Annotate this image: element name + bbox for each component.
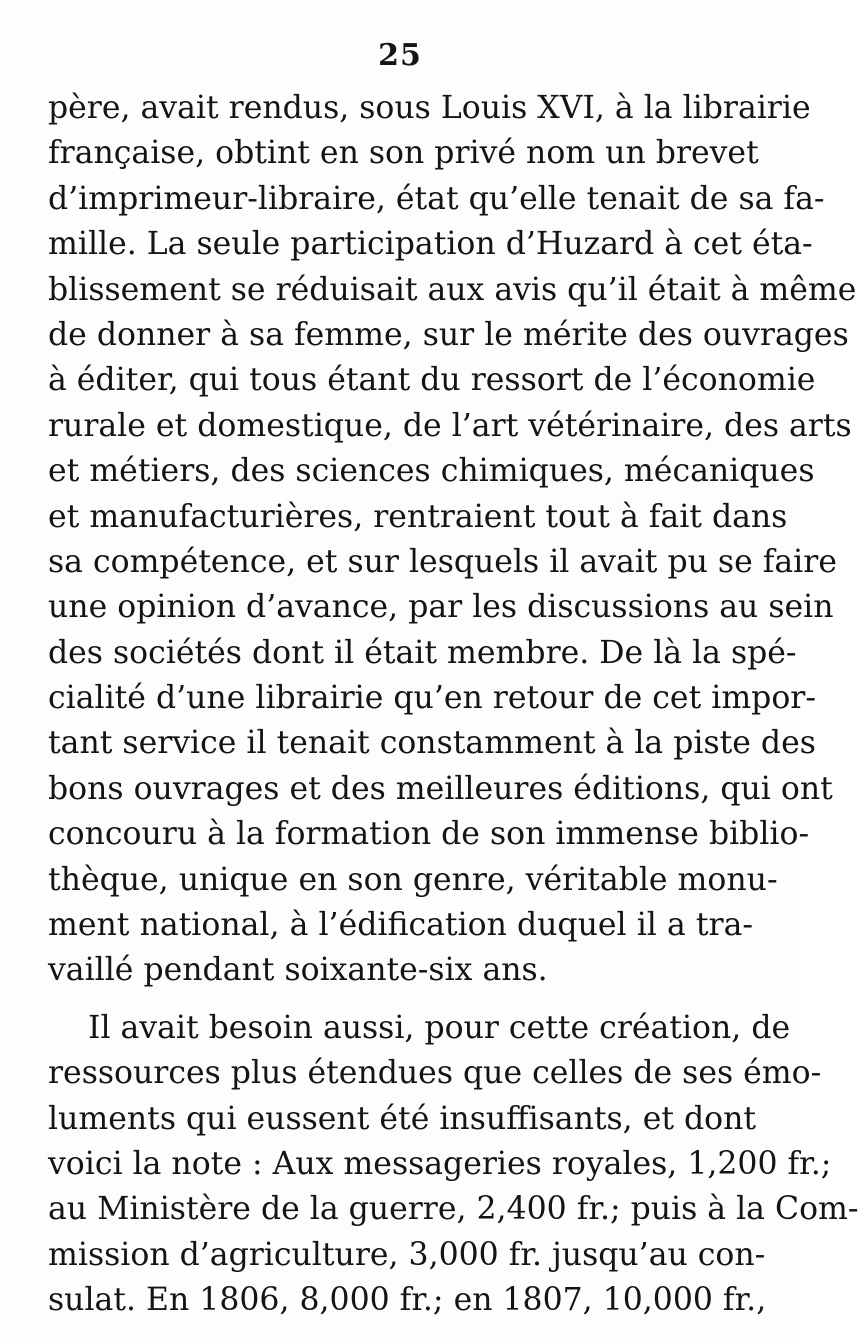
text-line: sulat. En 1806, 8,000 fr.; en 1807, 10,000 fr., xyxy=(48,1282,767,1319)
body-text xyxy=(48,86,859,1324)
text-line: bons ouvrages et des meilleures éditions, qui ont xyxy=(48,770,833,807)
text-line: au Ministère de la guerre, 2,400 fr.; puis à la Com- xyxy=(48,1191,859,1228)
text-line: une opinion d’avance, par les discussions au sein xyxy=(48,589,834,626)
text-line: concouru à la formation de son immense biblio- xyxy=(48,816,810,853)
text-line: et manufacturières, rentraient tout à fait dans xyxy=(48,498,788,535)
text-line: cialité d’une librairie qu’en retour de cet impor- xyxy=(48,680,817,717)
text-line: blissement se réduisait aux avis qu’il était à même xyxy=(48,271,857,308)
text-line: à éditer, qui tous étant du ressort de l’économie xyxy=(48,362,816,399)
text-line: Il avait besoin aussi, pour cette création, de xyxy=(88,1009,791,1046)
text-line: vaillé pendant soixante-six ans. xyxy=(48,952,548,989)
page-number: 25 xyxy=(378,38,422,73)
text-line: ressources plus étendues que celles de ses émo- xyxy=(48,1055,822,1092)
text-line: et métiers, des sciences chimiques, mécaniques xyxy=(48,453,815,490)
text-line: des sociétés dont il était membre. De là la spé- xyxy=(48,634,797,671)
text-line: tant service il tenait constamment à la piste des xyxy=(48,725,816,762)
text-line: de donner à sa femme, sur le mérite des ouvrages xyxy=(48,316,849,353)
text-line: ment national, à l’édification duquel il a tra- xyxy=(48,907,753,944)
paragraph xyxy=(48,86,857,994)
text-line: rurale et domestique, de l’art vétérinaire, des arts xyxy=(48,407,852,444)
text-line: d’imprimeur-libraire, état qu’elle tenait de sa fa- xyxy=(48,180,825,217)
text-line: française, obtint en son privé nom un brevet xyxy=(48,135,759,172)
text-line: luments qui eussent été insuffisants, et dont xyxy=(48,1100,757,1137)
text-line: sa compétence, et sur lesquels il avait pu se faire xyxy=(48,543,837,580)
text-line: thèque, unique en son genre, véritable monu- xyxy=(48,861,778,898)
text-line: mission d’agriculture, 3,000 fr. jusqu’au con- xyxy=(48,1236,766,1273)
text-line: voici la note : Aux messageries royales, 1,200 fr.; xyxy=(48,1145,832,1182)
paragraph xyxy=(48,1006,859,1324)
text-line: père, avait rendus, sous Louis XVI, à la librairie xyxy=(48,90,811,126)
paragraph-gap xyxy=(48,994,753,1006)
text-line: mille. La seule participation d’Huzard à cet éta- xyxy=(48,226,813,263)
